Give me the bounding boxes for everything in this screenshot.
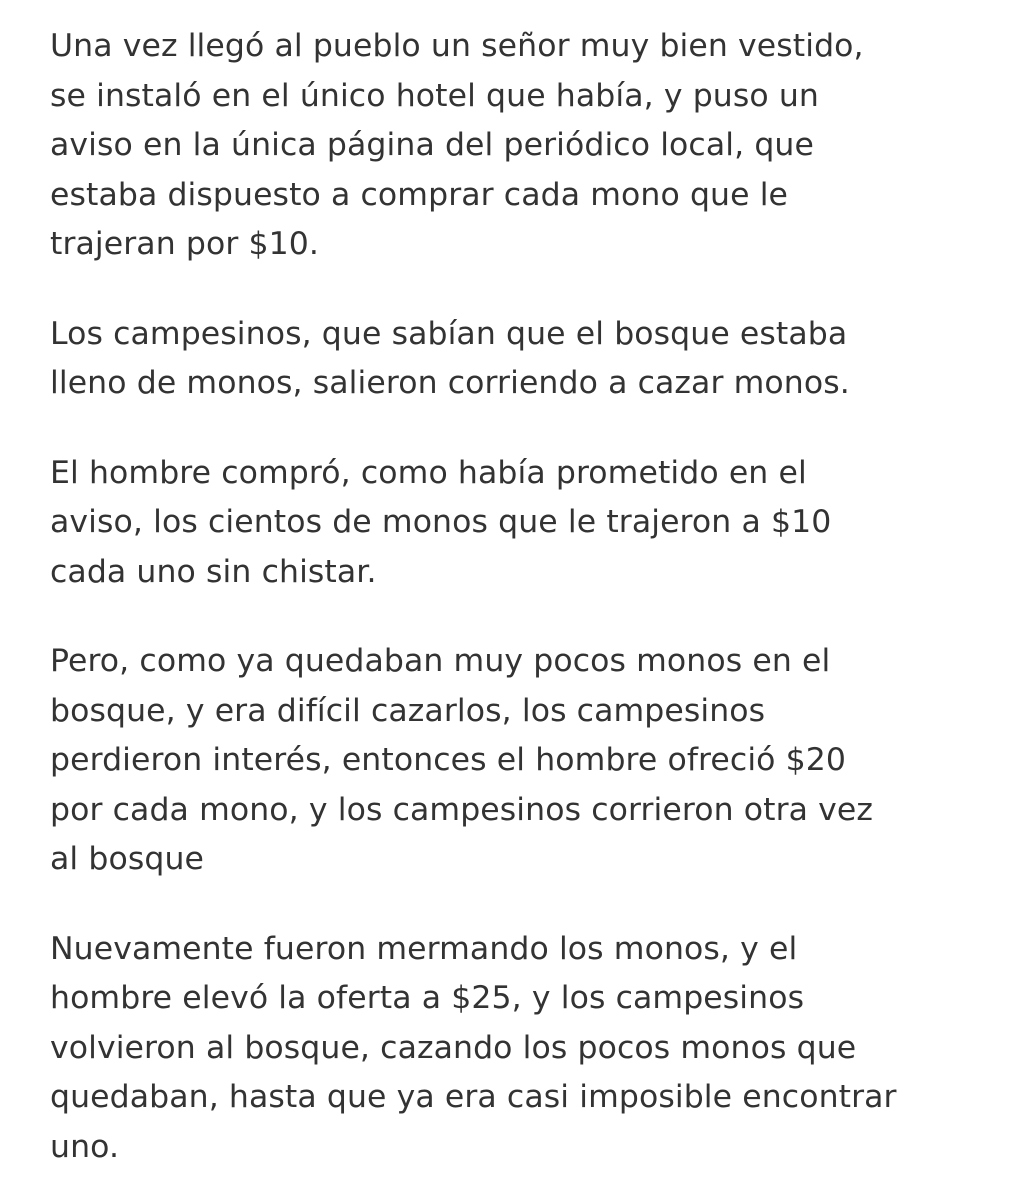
text-line: cada uno sin chistar. <box>50 553 377 590</box>
paragraph-4 <box>50 637 1010 885</box>
text-line: bosque, y era difícil cazarlos, los campesinos <box>50 692 766 729</box>
text-line: trajeran por $10. <box>50 226 320 262</box>
text-line: Nuevamente fueron mermando los monos, y el <box>50 930 798 967</box>
text-line: quedaban, hasta que ya era casi imposible encontrar <box>50 1079 897 1115</box>
text-line: al bosque <box>50 841 204 877</box>
text-line: por cada mono, y los campesinos corrieron otra vez <box>50 791 874 828</box>
text-line: Los campesinos, que sabían que el bosque estaba <box>50 315 848 352</box>
text-line: se instaló en el único hotel que había, y puso un <box>50 77 819 114</box>
paragraph-1 <box>50 22 1010 270</box>
paragraph-5 <box>50 925 1010 1173</box>
paragraph-2 <box>50 310 1010 409</box>
story-text <box>50 22 1010 1172</box>
paragraph-3 <box>50 449 1010 598</box>
text-line: El hombre compró, como había prometido en el <box>50 454 807 491</box>
text-line: lleno de monos, salieron corriendo a cazar monos. <box>50 365 850 401</box>
text-line: estaba dispuesto a comprar cada mono que le <box>50 176 789 213</box>
text-line: aviso, los cientos de monos que le trajeron a $10 <box>50 504 832 540</box>
text-line: hombre elevó la oferta a $25, y los campesinos <box>50 980 805 1016</box>
text-line: Una vez llegó al pueblo un señor muy bien vestido, <box>50 28 864 64</box>
text-line: volvieron al bosque, cazando los pocos monos que <box>50 1029 857 1066</box>
text-line: Pero, como ya quedaban muy pocos monos en el <box>50 643 831 679</box>
text-line: uno. <box>50 1128 120 1165</box>
text-line: perdieron interés, entonces el hombre ofreció $20 <box>50 742 847 778</box>
text-line: aviso en la única página del periódico local, que <box>50 127 814 163</box>
